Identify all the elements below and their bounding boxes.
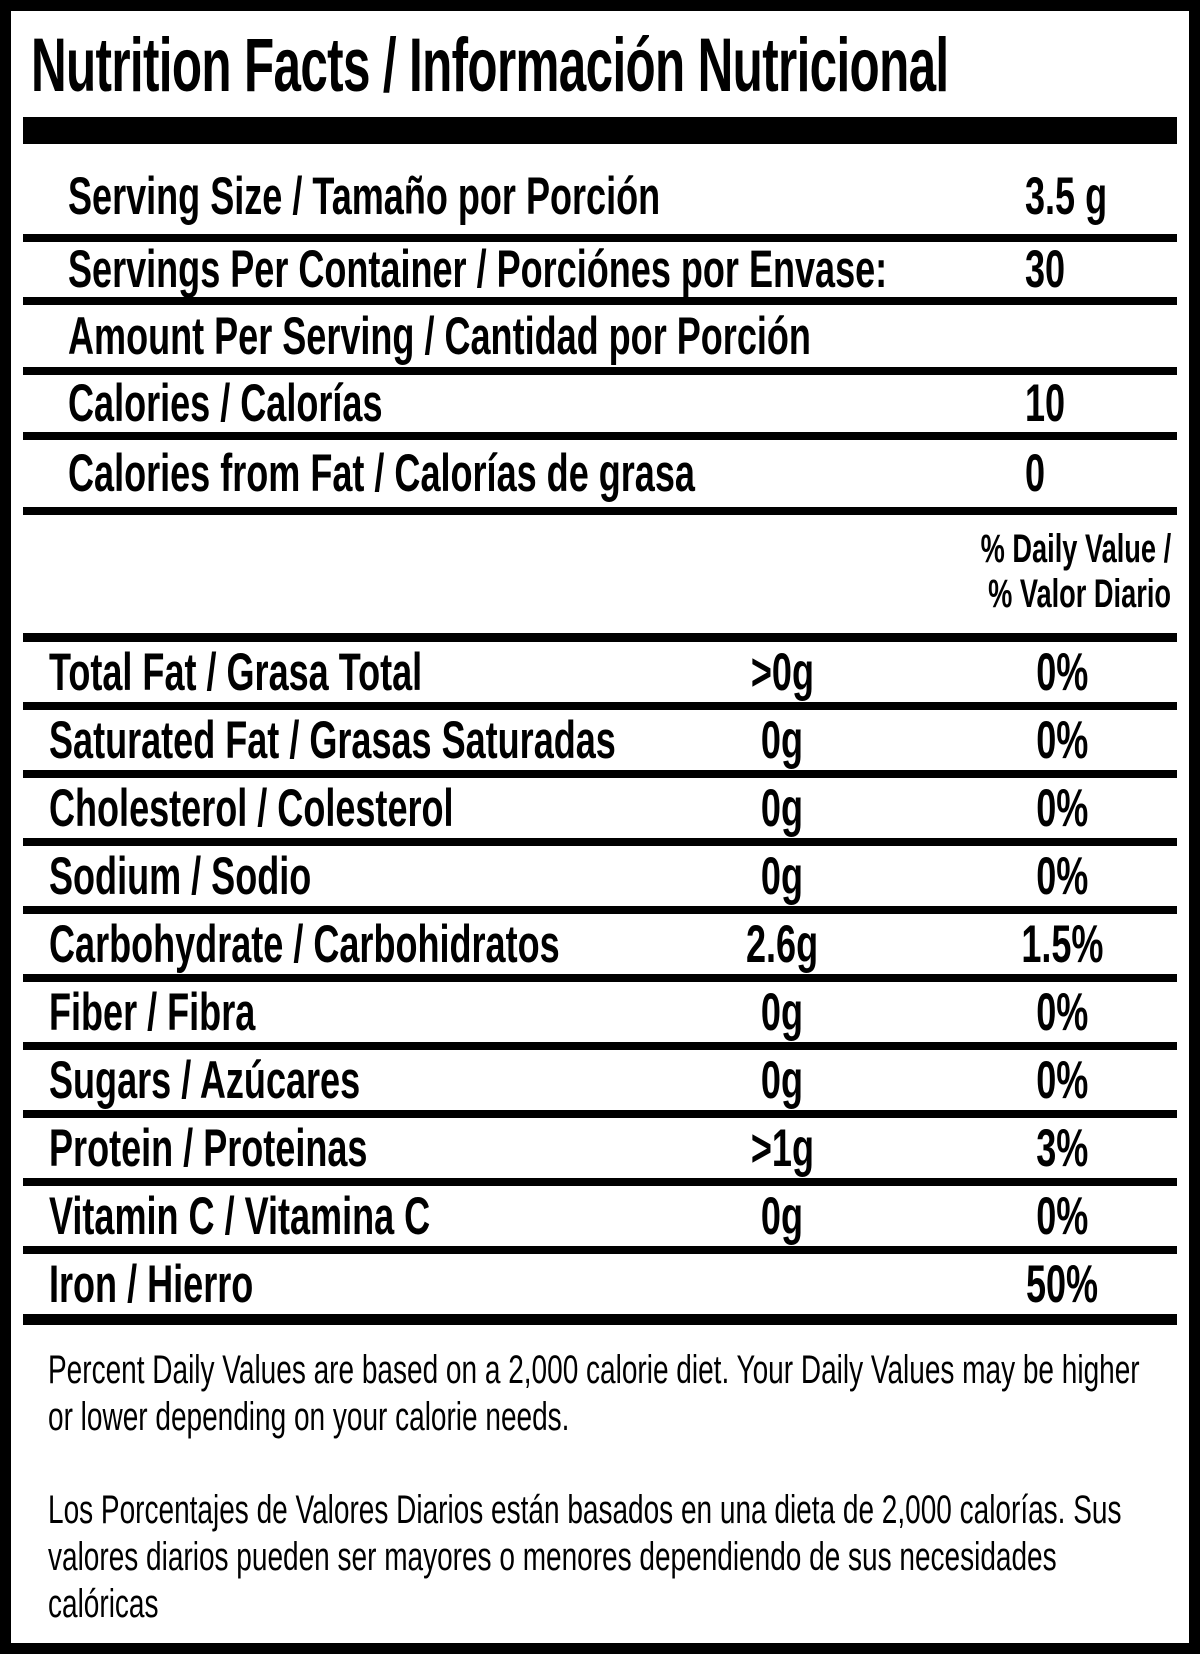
nutrient-row-carbohydrate	[23, 914, 1177, 982]
serving-section	[23, 144, 1177, 515]
daily-value-header-line2: % Valor Diario	[988, 572, 1171, 616]
sodium-amount: 0g	[760, 846, 804, 906]
iron-label: Iron / Hierro	[49, 1254, 254, 1314]
serving-row-amount-per-serving	[23, 305, 1177, 375]
carbohydrate-label: Carbohydrate / Carbohidratos	[49, 914, 560, 974]
fiber-amount: 0g	[760, 982, 804, 1042]
total-fat-label: Total Fat / Grasa Total	[49, 642, 423, 702]
nutrient-row-sugars	[23, 1050, 1177, 1118]
servings-per-container-value: 30	[1025, 240, 1066, 299]
cholesterol-label: Cholesterol / Colesterol	[49, 778, 454, 838]
nutrient-table	[23, 642, 1177, 1325]
calories-label: Calories / Calorías	[68, 374, 383, 433]
carbohydrate-percent: 1.5%	[1020, 914, 1104, 974]
sugars-percent: 0%	[1035, 1050, 1089, 1110]
nutrient-row-protein	[23, 1118, 1177, 1186]
protein-label: Protein / Proteinas	[49, 1118, 368, 1178]
calories-value: 10	[1025, 374, 1066, 433]
serving-row-calories-from-fat	[23, 440, 1177, 515]
vitamin-c-amount: 0g	[760, 1186, 804, 1246]
saturated-fat-label: Saturated Fat / Grasas Saturadas	[49, 710, 616, 770]
label-inner	[11, 25, 1189, 1628]
nutrient-row-total-fat	[23, 642, 1177, 710]
cholesterol-percent: 0%	[1035, 778, 1089, 838]
nutrient-row-fiber	[23, 982, 1177, 1050]
label-title	[23, 25, 1177, 107]
sodium-percent: 0%	[1035, 846, 1089, 906]
daily-value-header-line1: % Daily Value /	[980, 527, 1171, 571]
amount-per-serving-label: Amount Per Serving / Cantidad por Porción	[68, 306, 811, 366]
sugars-label: Sugars / Azúcares	[49, 1050, 361, 1110]
cholesterol-amount: 0g	[760, 778, 804, 838]
saturated-fat-amount: 0g	[760, 710, 804, 770]
serving-row-calories	[23, 375, 1177, 440]
protein-percent: 3%	[1035, 1118, 1089, 1178]
protein-amount: >1g	[750, 1118, 814, 1178]
serving-row-servings-per-container	[23, 242, 1177, 305]
saturated-fat-percent: 0%	[1035, 710, 1089, 770]
footnote-spanish: Los Porcentajes de Valores Diarios están basados en una dieta de 2,000 calorías. Sus valores diarios pueden ser mayores o menores dependiendo de sus necesidades calóricas	[48, 1488, 1122, 1626]
serving-size-value: 3.5 g	[1025, 166, 1108, 226]
vitamin-c-label: Vitamin C / Vitamina C	[49, 1186, 431, 1246]
servings-per-container-label: Servings Per Container / Porciónes por Envase:	[68, 240, 888, 299]
vitamin-c-percent: 0%	[1035, 1186, 1089, 1246]
total-fat-amount: >0g	[750, 642, 814, 702]
fiber-percent: 0%	[1035, 982, 1089, 1042]
sodium-label: Sodium / Sodio	[49, 846, 312, 906]
footnotes	[23, 1347, 1177, 1628]
title-divider-bar	[23, 117, 1177, 144]
nutrient-row-vitamin-c	[23, 1186, 1177, 1254]
serving-size-label: Serving Size / Tamaño por Porción	[68, 166, 661, 226]
nutrient-row-sodium	[23, 846, 1177, 914]
footnote-english: Percent Daily Values are based on a 2,000 calorie diet. Your Daily Values may be higher or lower depending on your calorie needs.	[48, 1348, 1140, 1439]
daily-value-header	[23, 515, 1177, 642]
iron-percent: 50%	[1025, 1254, 1099, 1314]
carbohydrate-amount: 2.6g	[745, 914, 819, 974]
serving-row-serving-size	[23, 144, 1177, 242]
calories-from-fat-label: Calories from Fat / Calorías de grasa	[68, 444, 695, 503]
sugars-amount: 0g	[760, 1050, 804, 1110]
calories-from-fat-value: 0	[1025, 444, 1046, 503]
nutrient-row-iron	[23, 1254, 1177, 1325]
fiber-label: Fiber / Fibra	[49, 982, 256, 1042]
label-title-text: Nutrition Facts / Información Nutricional	[31, 23, 949, 108]
total-fat-percent: 0%	[1035, 642, 1089, 702]
nutrient-row-cholesterol	[23, 778, 1177, 846]
nutrient-row-saturated-fat	[23, 710, 1177, 778]
